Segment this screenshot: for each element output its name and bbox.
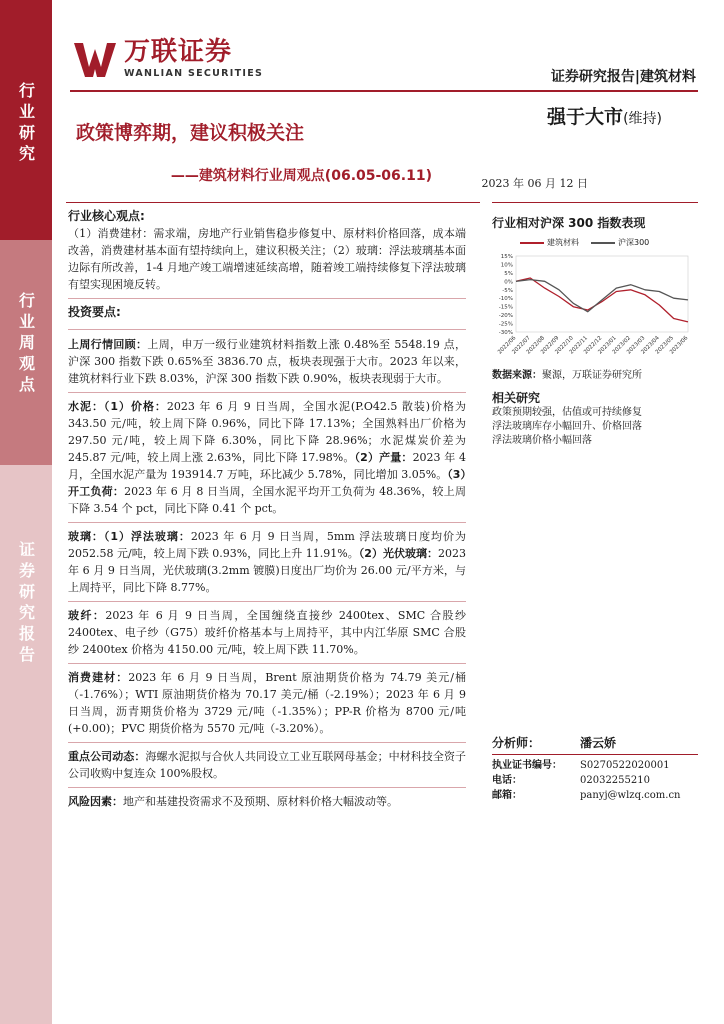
cert-number: S0270522020001 xyxy=(580,760,670,771)
left-column-divider xyxy=(66,202,480,203)
paragraph-label: 重点公司动态： xyxy=(68,750,146,763)
y-tick-label: -5% xyxy=(502,287,513,294)
paragraph-text: 2023 年 6 月 9 日当周，5mm 浮法玻璃日度均价为 2052.58 元/吨，较上周下跌 0.93%，同比上升 11.91%。 xyxy=(68,530,466,560)
paragraph-label: （2）光伏玻璃： xyxy=(358,547,438,560)
rating xyxy=(547,102,662,129)
data-source xyxy=(492,366,698,381)
left-sidebar xyxy=(0,0,52,1024)
related-research-item[interactable]: 政策预期较强，估值或可持续修复 xyxy=(492,407,642,418)
right-column-divider xyxy=(492,202,698,203)
y-tick-label: -10% xyxy=(498,296,513,303)
legend-item-index xyxy=(591,237,649,248)
report-type-label: 证券研究报告|建筑材料 xyxy=(550,69,696,85)
logo-chinese-name: 万联证券 xyxy=(124,37,233,67)
company-logo xyxy=(72,38,263,79)
legend-label: 建筑材料 xyxy=(547,238,579,247)
phone-label: 电话： xyxy=(492,775,522,786)
x-tick-label: 2022/12 xyxy=(583,335,604,356)
paragraph-label: 消费建材： xyxy=(68,671,129,684)
y-tick-label: 15% xyxy=(500,254,513,260)
report-subtitle: ——建筑材料行业周观点(06.05-06.11) xyxy=(170,168,432,184)
paragraph-label: （3）开工负荷： xyxy=(68,468,466,498)
x-tick-label: 2022/09 xyxy=(540,335,561,356)
x-tick-label: 2023/02 xyxy=(611,335,633,356)
related-research-title: 相关研究 xyxy=(492,391,541,405)
x-tick-label: 2023/04 xyxy=(640,335,661,356)
sidebar-label: 行业研究 xyxy=(16,82,36,166)
paragraph-label: 玻璃：（1）浮法玻璃： xyxy=(68,530,191,543)
x-tick-label: 2022/06 xyxy=(497,335,518,356)
header-divider xyxy=(70,90,698,92)
divider xyxy=(68,663,466,664)
fiberglass-paragraph xyxy=(68,607,466,658)
right-column xyxy=(492,208,698,448)
paragraph-text: 2023 年 6 月 9 日当周，Brent 原油期货价格为 74.79 美元/桶（-1.76%）；WTI 原油期货价格为 70.17 美元/桶（-2.19%）；2023 年 6 月 9 日当周，沥青期货价格为 3729 元/吨（-1.35%）；PP-R 价格为 8700 元/吨(+0.00)；PVC 期货价格为 5570 元/吨（-3.20%）。 xyxy=(68,671,466,735)
market-review-paragraph xyxy=(68,336,466,387)
glass-paragraph xyxy=(68,528,466,596)
phone-number: 02032255210 xyxy=(580,775,650,786)
source-text: 聚源，万联证券研究所 xyxy=(542,370,642,381)
x-tick-label: 2023/03 xyxy=(626,335,647,356)
legend-swatch xyxy=(520,242,544,244)
sidebar-segment-industry-research xyxy=(0,0,52,240)
core-view-text: （1）消费建材：需求端，房地产行业销售稳步修复中、原材料价格回落，成本端改善，消费建材基本面有望持续向上，建议积极关注；（2）玻璃：浮法玻璃基本面边际有所改善，1-4 月地产竣工端增速延续高增，随着竣工端持续修复下浮法玻璃有望实现困境反转。 xyxy=(68,227,466,291)
paragraph-text: 2023 年 6 月 9 日当周，全国水泥(P.O42.5 散装)价格为 343.50 元/吨，较上周下降 0.96%，同比下降 17.13%；全国熟料出厂价格为 297.50 元/吨，较上周下降 6.30%，同比下降 28.96%；水泥煤炭价差为 245.87 元/吨，较上周上涨 2.63%，同比下降 17.98%。 xyxy=(68,400,466,464)
analyst-info xyxy=(492,736,698,803)
sidebar-segment-weekly-view xyxy=(0,240,52,465)
performance-chart xyxy=(492,250,692,362)
y-tick-label: 10% xyxy=(500,262,513,269)
paragraph-text: 地产和基建投资需求不及预期、原材料价格大幅波动等。 xyxy=(123,795,398,808)
x-tick-label: 2023/05 xyxy=(654,335,676,356)
x-tick-label: 2023/06 xyxy=(669,335,690,356)
y-tick-label: -15% xyxy=(498,304,513,311)
divider xyxy=(68,392,466,393)
related-research-item[interactable]: 浮法玻璃库存小幅回升、价格回落 xyxy=(492,421,642,432)
email-label: 邮箱： xyxy=(492,790,522,801)
x-tick-label: 2022/10 xyxy=(554,335,575,356)
y-tick-label: 5% xyxy=(504,270,513,277)
x-tick-label: 2022/08 xyxy=(525,335,547,356)
x-tick-label: 2022/07 xyxy=(511,335,532,356)
related-research-list xyxy=(492,406,698,448)
sidebar-label: 行业周观点 xyxy=(16,292,36,397)
logo-english-name: WANLIAN SECURITIES xyxy=(124,68,264,79)
paragraph-text: 2023 年 6 月 8 日当周，全国水泥平均开工负荷为 48.36%，较上周下降 3.54 个 pct，同比下降 0.41 个 pct。 xyxy=(68,485,466,515)
plot-area xyxy=(516,256,688,332)
chart-title: 行业相对沪深 300 指数表现 xyxy=(492,216,646,230)
paragraph-text: 2023 年 6 月 9 日当周，全国缠绕直接纱 2400tex、SMC 合股纱 2400tex、电子纱（G75）玻纤价格基本与上周持平，其中内江华原 SMC 合股纱 2400tex 价格为 4150.00 元/吨，较上周下跌 11.70%。 xyxy=(68,609,467,656)
divider xyxy=(68,787,466,788)
investment-points-title: 投资要点: xyxy=(68,305,121,319)
analyst-email-row xyxy=(492,788,698,803)
paragraph-label: 玻纤： xyxy=(68,609,106,622)
sidebar-label: 证券研究报告 xyxy=(16,541,36,667)
paragraph-text: 2023 年 4 月，全国水泥产量为 193914.7 万吨，环比减少 5.78%，同比增加 3.05%。 xyxy=(68,451,466,481)
related-research-item[interactable]: 浮法玻璃价格小幅回落 xyxy=(492,435,592,446)
core-view-title: 行业核心观点: xyxy=(68,209,145,223)
y-tick-label: -25% xyxy=(498,321,513,328)
analyst-name: 潘云娇 xyxy=(580,736,617,750)
legend-swatch xyxy=(591,242,615,244)
y-tick-label: -30% xyxy=(498,330,513,336)
company-news-paragraph xyxy=(68,748,466,782)
divider xyxy=(68,742,466,743)
legend-label: 沪深300 xyxy=(618,238,650,247)
wanlian-logo-icon xyxy=(72,39,118,79)
report-date: 2023 年 06 月 12 日 xyxy=(481,177,588,190)
rating-value: 强于大市 xyxy=(547,106,624,128)
paragraph-text: 上周，申万一级行业建筑材料指数上涨 0.48%至 5548.19 点，沪深 300 指数下跌 0.65%至 3836.70 点，板块表现强于大市。2023 年以来，建筑材料行业下跌 8.03%，沪深 300 指数下跌 0.90%，板块表现弱于大市。 xyxy=(68,338,467,385)
analyst-phone-row xyxy=(492,773,698,788)
divider xyxy=(68,329,466,330)
x-tick-label: 2023/01 xyxy=(597,335,618,356)
paragraph-label: 风险因素： xyxy=(68,795,123,808)
paragraph-label: 水泥：（1）价格： xyxy=(68,400,167,413)
analyst-label: 分析师： xyxy=(492,736,541,750)
rating-sub: (维持) xyxy=(623,111,662,127)
y-tick-label: 0% xyxy=(504,279,513,286)
analyst-row xyxy=(492,736,698,755)
source-label: 数据来源： xyxy=(492,370,542,381)
main-column xyxy=(68,208,466,810)
consumer-materials-paragraph xyxy=(68,669,466,737)
email-address[interactable]: panyj@wlzq.com.cn xyxy=(580,790,681,801)
divider xyxy=(68,522,466,523)
divider xyxy=(68,601,466,602)
analyst-cert-row xyxy=(492,758,698,773)
risk-paragraph xyxy=(68,793,466,810)
paragraph-text: 海螺水泥拟与合伙人共同设立工业互联网母基金；中材科技全资子公司收购中复连众 100%股权。 xyxy=(68,750,467,780)
paragraph-label: 上周行情回顾： xyxy=(68,338,148,351)
cert-label: 执业证书编号： xyxy=(492,760,562,771)
paragraph-text: 2023 年 6 月 9 日当周，光伏玻璃(3.2mm 镀膜)日度出厂均价为 26.00 元/平方米，与上周持平，同比下降 8.77%。 xyxy=(68,547,466,594)
sidebar-segment-research-report xyxy=(0,465,52,1024)
legend-item-industry xyxy=(520,237,579,248)
y-tick-label: -20% xyxy=(498,313,513,320)
report-title: 政策博弈期，建议积极关注 xyxy=(76,122,305,144)
chart-legend xyxy=(520,237,698,248)
divider xyxy=(68,298,466,299)
paragraph-label: （2）产量： xyxy=(354,451,413,464)
x-tick-label: 2022/11 xyxy=(568,335,590,356)
cement-paragraph xyxy=(68,398,466,517)
